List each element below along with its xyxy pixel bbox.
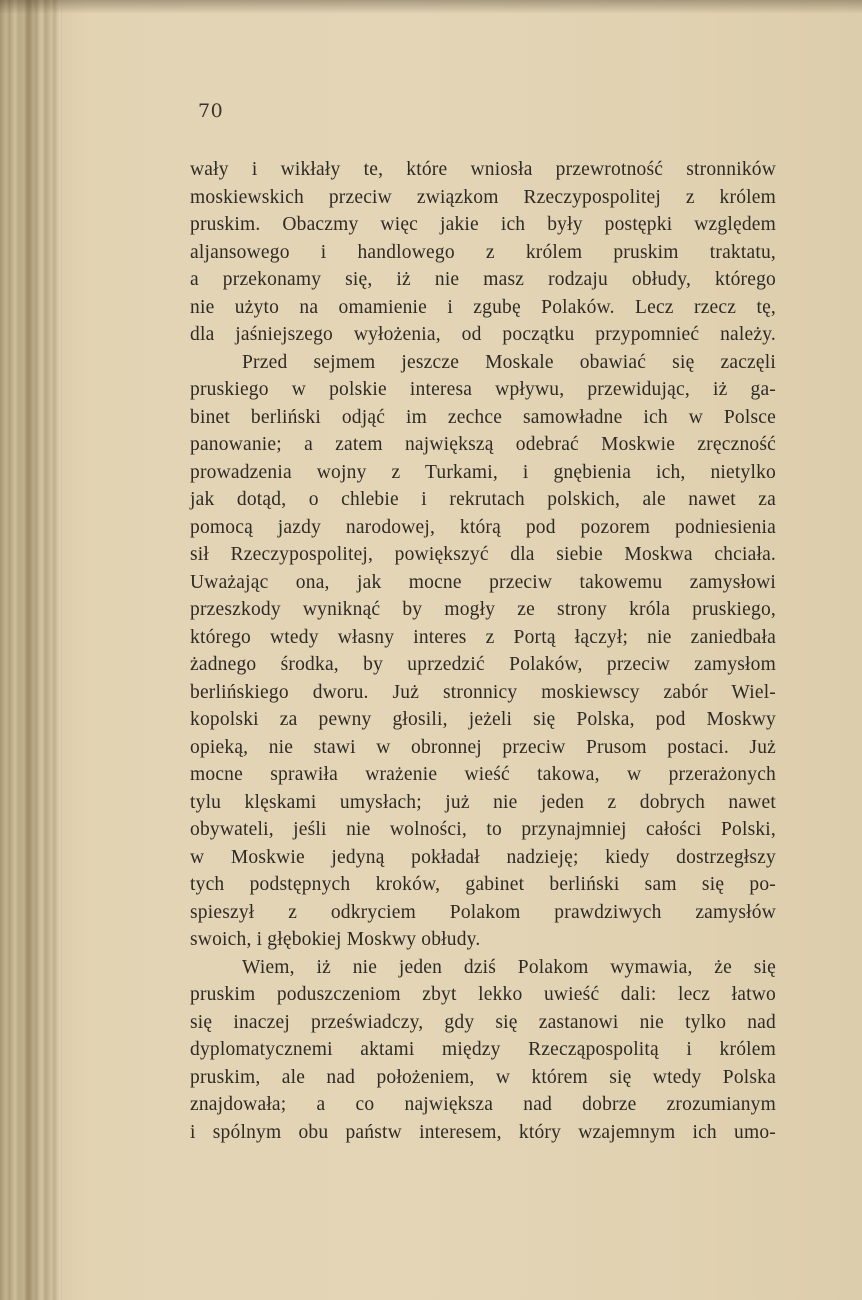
text-line: a przekonamy się, iż nie masz rodzaju obłudy, którego xyxy=(190,269,776,290)
text-line: tylu klęskami umysłach; już nie jeden z dobrych nawet xyxy=(190,791,776,813)
text-line: pruskim poduszczeniom zbyt lekko uwieść dali: lecz łatwo xyxy=(190,984,776,1005)
page-top-shadow xyxy=(0,0,862,14)
text-line: wały i wikłały te, które wniosła przewrotność stronników xyxy=(190,159,776,180)
text-line: w Moskwie jedyną pokładał nadzieję; kiedy dostrzegłszy xyxy=(190,846,776,868)
text-line: znajdowała; a co największa nad dobrze zrozumianym xyxy=(190,1094,776,1115)
text-line: pruskim, ale nad położeniem, w którem się wtedy Polska xyxy=(190,1066,776,1088)
text-line: Wiem, iż nie jeden dziś Polakom wymawia, że się xyxy=(242,956,776,978)
text-line: pomocą jazdy narodowej, którą pod pozorem podniesienia xyxy=(190,516,776,538)
text-line: pruskim. Obaczmy więc jakie ich były postępki względem xyxy=(190,214,776,235)
text-line: tych podstępnych kroków, gabinet berliński sam się po- xyxy=(190,874,776,895)
text-line: berlińskiego dworu. Już stronnicy moskiewscy zabór Wiel- xyxy=(190,681,776,703)
text-line: aljansowego i handlowego z królem pruskim traktatu, xyxy=(190,241,776,263)
text-line: prowadzenia wojny z Turkami, i gnębienia ich, nietylko xyxy=(190,461,776,483)
text-line: binet berliński odjąć im zechce samowładne ich w Polsce xyxy=(190,406,776,428)
text-line: którego wtedy własny interes z Portą łączył; nie zaniedbała xyxy=(190,626,776,648)
text-line: panowanie; a zatem największą odebrać Moskwie zręczność xyxy=(190,434,776,455)
binding-edge xyxy=(0,0,62,1300)
text-line: się inaczej przeświadczy, gdy się zastanowi nie tylko nad xyxy=(190,1011,776,1033)
text-line: opieką, nie stawi w obronnej przeciw Prusom postaci. Już xyxy=(190,736,776,758)
text-line: dyplomatycznemi aktami między Rzecząpospolitą i królem xyxy=(190,1039,776,1060)
text-line: Przed sejmem jeszcze Moskale obawiać się zaczęli xyxy=(242,351,776,373)
text-line: i spólnym obu państw interesem, który wzajemnym ich umo- xyxy=(190,1121,776,1143)
text-line: kopolski za pewny głosili, jeżeli się Polska, pod Moskwy xyxy=(190,709,776,730)
text-line: mocne sprawiła wrażenie wieść takowa, w przerażonych xyxy=(190,764,776,785)
body-text xyxy=(190,156,776,1146)
text-line: jak dotąd, o chlebie i rekrutach polskich, ale nawet za xyxy=(190,489,776,510)
page-number: 70 xyxy=(198,100,224,122)
text-line: moskiewskich przeciw związkom Rzeczypospolitej z królem xyxy=(190,186,776,208)
text-line: obywateli, jeśli nie wolności, to przynajmniej całości Polski, xyxy=(190,819,776,840)
text-line: swoich, i głębokiej Moskwy obłudy. xyxy=(190,929,481,950)
text-line: dla jaśniejszego wyłożenia, od początku przypomnieć należy. xyxy=(190,324,776,345)
text-line: przeszkody wyniknąć by mogły ze strony króla pruskiego, xyxy=(190,599,776,620)
text-line: Uważając ona, jak mocne przeciw takowemu zamysłowi xyxy=(190,571,776,593)
text-line: żadnego środka, by uprzedzić Polaków, przeciw zamysłom xyxy=(190,654,776,675)
text-line: spieszył z odkryciem Polakom prawdziwych zamysłów xyxy=(190,901,776,923)
text-line: sił Rzeczypospolitej, powiększyć dla siebie Moskwa chciała. xyxy=(190,544,776,565)
text-line: nie użyto na omamienie i zgubę Polaków. Lecz rzecz tę, xyxy=(190,296,776,318)
text-line: pruskiego w polskie interesa wpływu, przewidując, iż ga- xyxy=(190,379,776,400)
